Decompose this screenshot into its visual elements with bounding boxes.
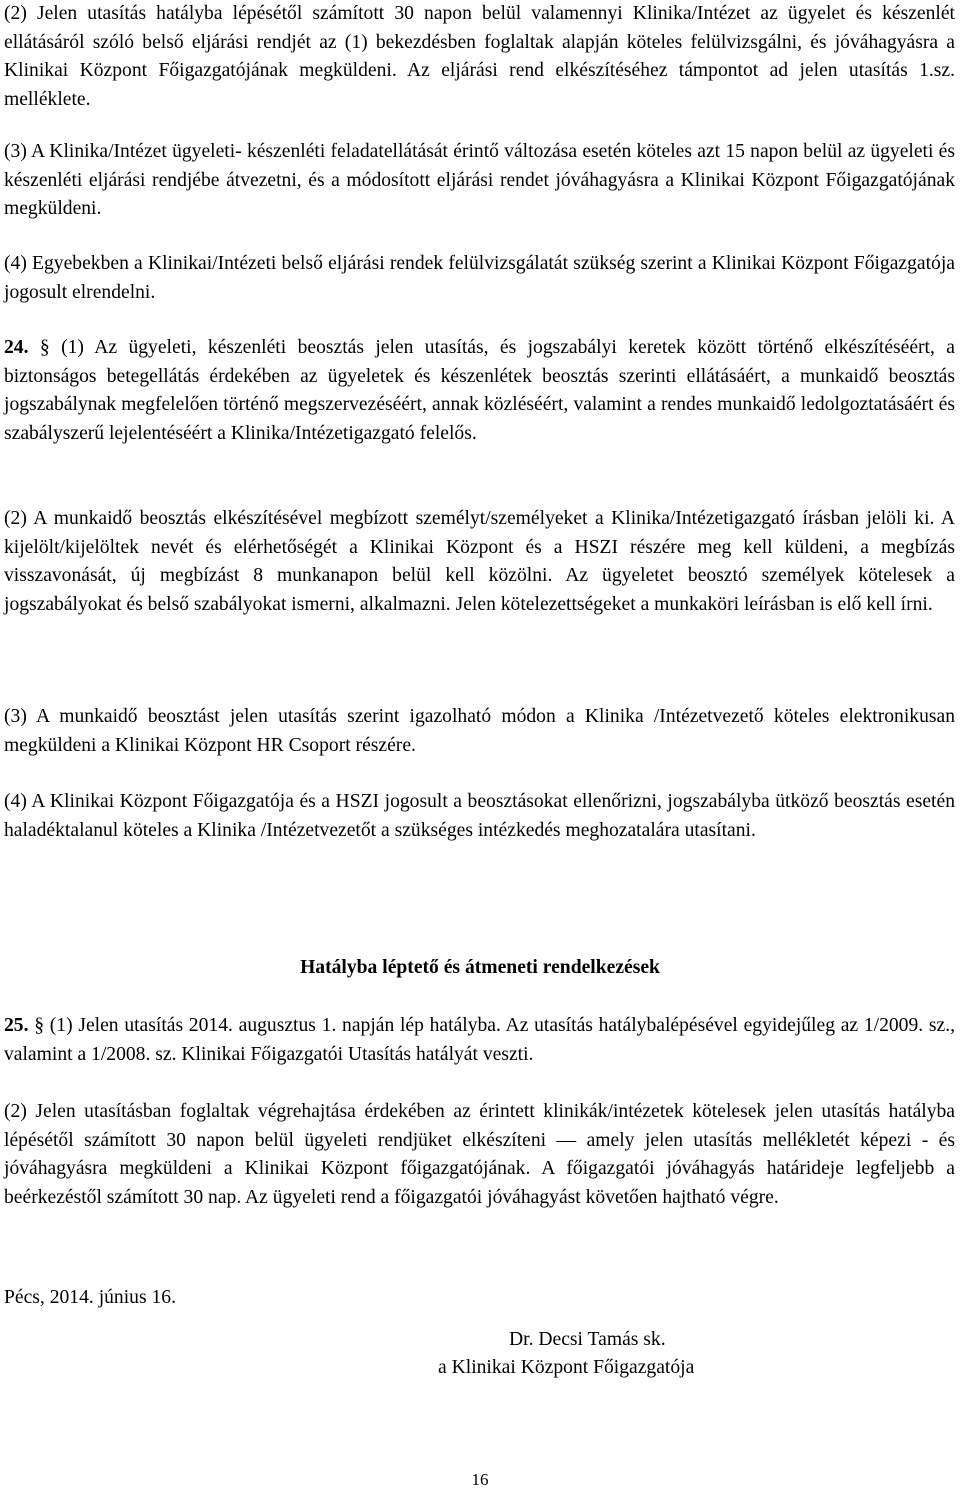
section-24-paragraph-2: (2) A munkaidő beosztás elkészítésével megbízott személyt/személyeket a Klinika/Intézetigazgató írásban jelöli ki. A kijelölt/kijelöltek nevét és elérhetőségét a Klinikai Központ és a HSZI részére meg kell küldeni, a megbízás visszavonását, új megbízást 8 munkanapon belül kell közölni. Az ügyeletet beosztó személyek kötelesek a jogszabályokat és belső szabályokat ismerni, alkalmazni. Jelen kötelezettségeket a munkaköri leírásban is elő kell írni.	[4, 508, 955, 615]
section-24-text: (1) Az ügyeleti, készenléti beosztás jelen utasítás, és jogszabályi keretek között történő elkészítéséért, a biztonságos betegellátás érdekében az ügyeletek és készenlétek beosztás szerinti ellátásáért, a munkaidő beosztás jogszabálynak megfelelően történő megszervezéséért, annak közléséért, valamint a rendes munkaidő ledolgoztatásáért és szabályszerű lejelentéséért a Klinika/Intézetigazgató felelős.	[4, 337, 955, 444]
place-date: Pécs, 2014. június 16.	[4, 1287, 176, 1308]
paragraph-23-2: (2) Jelen utasítás hatályba lépésétől számított 30 napon belül valamennyi Klinika/Intézet az ügyelet és készenlét ellátásáról szóló belső eljárási rendjét az (1) bekezdésben foglaltak alapján köteles felülvizsgálni, és jóváhagyásra a Klinikai Központ Főigazgatójának megküldeni. Az eljárási rend elkészítéséhez támpontot ad jelen utasítás 1.sz. melléklete.	[4, 3, 955, 110]
section-25-text: (1) Jelen utasítás 2014. augusztus 1. napján lép hatályba. Az utasítás hatálybalépésével egyidejűleg az 1/2009. sz., valamint a 1/2008. sz. Klinikai Főigazgatói Utasítás hatályát veszti.	[4, 1015, 956, 1065]
section-sign: §	[39, 337, 50, 358]
section-25-paragraph-2: (2) Jelen utasításban foglaltak végrehajtása érdekében az érintett klinikák/intézetek kötelesek jelen utasítás hatályba lépésétől számított 30 napon belül ügyeleti rendjüket elkészíteni ― amely jelen utasítás mellékletét képezi - és jóváhagyásra megküldeni a Klinikai Központ főigazgatójának. A főigazgatói jóváhagyás határideje legfeljebb a beérkezéstől számított 30 nap. Az ügyeleti rend a főigazgatói jóváhagyást követően hajtható végre.	[4, 1101, 955, 1208]
paragraph-23-3: (3) A Klinika/Intézet ügyeleti- készenléti feladatellátását érintő változása esetén köteles azt 15 napon belül az ügyeleti és készenléti eljárási rendjébe átvezetni, és a módosított eljárási rendet jóváhagyásra a Klinikai Központ Főigazgatójának megküldeni.	[4, 141, 955, 220]
section-24-number: 24.	[4, 337, 29, 358]
page-number: 16	[471, 1470, 489, 1489]
section-24-paragraph-3: (3) A munkaidő beosztást jelen utasítás szerint igazolható módon a Klinika /Intézetvezető köteles elektronikusan megküldeni a Klinikai Központ HR Csoport részére.	[4, 706, 955, 756]
section-25-paragraph-1	[4, 1012, 955, 1069]
section-24-paragraph-1	[4, 334, 955, 448]
signature-title: a Klinikai Központ Főigazgatója	[438, 1357, 695, 1378]
section-24-paragraph-4: (4) A Klinikai Központ Főigazgatója és a HSZI jogosult a beosztásokat ellenőrizni, jogszabályba ütköző beosztás esetén haladéktalanul köteles a Klinika /Intézetvezetőt a szükséges intézkedés meghozatalára utasítani.	[4, 791, 955, 841]
signature-name: Dr. Decsi Tamás sk.	[509, 1329, 666, 1350]
section-25-number: 25.	[4, 1015, 29, 1036]
section-sign: §	[34, 1015, 45, 1036]
section-heading: Hatályba léptető és átmeneti rendelkezések	[300, 957, 660, 978]
paragraph-23-4: (4) Egyebekben a Klinikai/Intézeti belső eljárási rendek felülvizsgálatát szükség szerint a Klinikai Központ Főigazgatója jogosult elrendelni.	[4, 253, 955, 303]
